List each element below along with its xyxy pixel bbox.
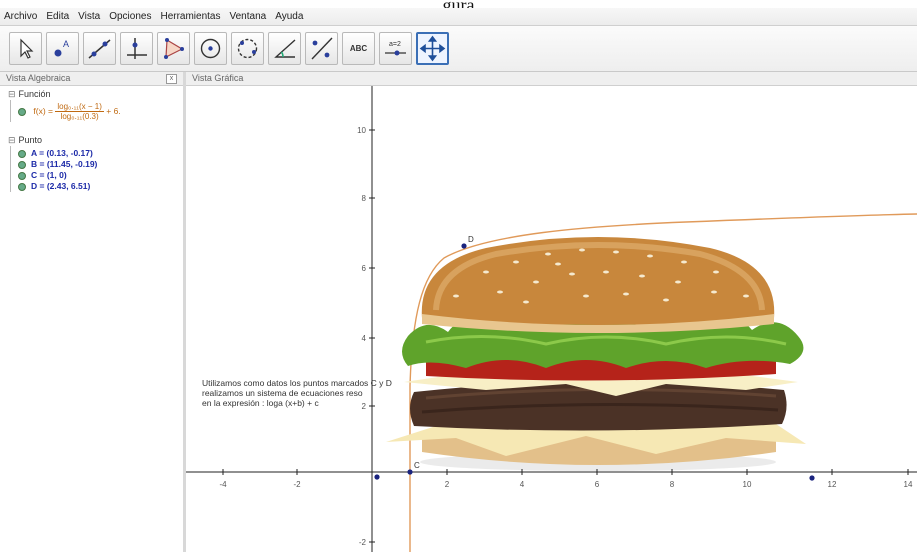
graphics-view-title: Vista Gráfica [192,73,244,83]
y-tick-label: 2 [361,402,366,411]
line-icon [84,33,115,64]
function-numerator: log₀.₁₁(x − 1) [57,102,102,111]
menu-herramientas[interactable]: Herramientas [160,11,221,22]
slider-label: a=2 [389,41,401,48]
function-name: f(x) = [33,105,53,116]
geogebra-window [0,8,917,552]
visibility-toggle-icon[interactable] [18,183,26,191]
point-d-row[interactable] [18,181,90,191]
x-tick-label: 8 [669,480,675,489]
close-algebra-view-button[interactable]: x [166,74,177,84]
visibility-toggle-icon[interactable] [18,108,26,116]
move-graphics-tool-button[interactable] [416,32,449,65]
algebra-view-header [0,72,183,86]
menu-ayuda[interactable]: Ayuda [275,11,304,22]
x-tick-label: -2 [293,480,301,489]
svg-text:A: A [63,39,70,49]
conic-tool-button[interactable] [231,32,264,65]
point-a-row[interactable] [18,148,93,158]
x-tick-label: 14 [903,480,913,489]
graphics-canvas[interactable] [186,86,917,552]
slider-icon [380,33,411,64]
y-tick-label: 6 [361,264,366,273]
y-tick-label: 4 [361,334,366,343]
point-b-row[interactable] [18,159,97,169]
function-suffix: + 6. [106,105,121,116]
point-d-label: D [468,235,474,244]
note-line: realizamos un sistema de ecuaciones reso [202,388,363,398]
menu-edita[interactable]: Edita [46,11,70,22]
point-group-label: Punto [18,135,43,145]
pointer-tool-button[interactable] [9,32,42,65]
point-b-value: B = (11.45, -0.19) [31,159,98,169]
point-icon [47,33,78,64]
polygon-tool-button[interactable] [157,32,190,65]
note-line: Utilizamos como datos los puntos marcados C y D [202,378,392,388]
x-tick-label: 10 [742,480,752,489]
menu-opciones[interactable]: Opciones [109,11,152,22]
menu-ventana[interactable]: Ventana [229,11,267,22]
text-icon: ABC [349,44,368,53]
x-tick-label: -4 [219,480,227,489]
visibility-toggle-icon[interactable] [18,150,26,158]
x-tick-label: 12 [827,480,837,489]
angle-tool-button[interactable] [268,32,301,65]
tree-connector [10,100,11,122]
algebra-view [0,86,183,552]
move-graphics-icon [418,34,447,63]
pointer-icon [10,33,41,64]
text-tool-button[interactable] [342,32,375,65]
point-d-value: D = (2.43, 6.51) [31,181,91,191]
point-a-value: A = (0.13, -0.17) [31,148,93,158]
circle-icon [195,33,226,64]
circle-tool-button[interactable] [194,32,227,65]
polygon-icon [158,33,189,64]
x-tick-label: 2 [444,480,450,489]
reflect-icon [306,33,337,64]
point-c-label: C [414,461,420,470]
function-group-label: Función [18,89,51,99]
point-c-row[interactable] [18,170,67,180]
note-line: en la expresión : loga (x+b) + c [202,398,319,408]
collapse-icon[interactable]: ⊟ [8,135,16,145]
menu-archivo[interactable]: Archivo [4,11,38,22]
page-caption [0,0,917,8]
function-f-row[interactable] [18,102,121,121]
reflect-tool-button[interactable] [305,32,338,65]
x-tick-label: 6 [594,480,600,489]
y-tick-label: 8 [361,194,366,203]
burger-image [386,237,806,471]
point-d[interactable] [461,243,466,248]
line-tool-button[interactable] [83,32,116,65]
point-group[interactable] [8,135,42,146]
point-c[interactable] [407,469,412,474]
point-a[interactable] [374,474,379,479]
toolbar [0,26,917,72]
angle-icon [269,33,300,64]
algebra-view-title: Vista Algebraica [6,73,71,83]
function-fraction [55,102,104,121]
graphics-view-header [186,72,917,86]
graphics-view[interactable] [186,86,917,552]
perpendicular-tool-button[interactable] [120,32,153,65]
conic-icon [232,33,263,64]
perpendicular-icon [121,33,152,64]
menu-bar [0,8,917,26]
x-tick-label: 4 [519,480,525,489]
function-denominator: log₀.₁₁(0.3) [60,112,99,121]
visibility-toggle-icon[interactable] [18,161,26,169]
point-tool-button[interactable] [46,32,79,65]
menu-vista[interactable]: Vista [78,11,101,22]
function-group[interactable] [8,89,51,100]
point-b[interactable] [809,475,814,480]
point-c-value: C = (1, 0) [31,170,67,180]
slider-tool-button[interactable] [379,32,412,65]
explanation-text[interactable] [202,378,442,408]
tree-connector [10,146,11,192]
y-tick-label: -2 [358,538,366,547]
collapse-icon[interactable]: ⊟ [8,89,16,99]
visibility-toggle-icon[interactable] [18,172,26,180]
y-tick-label: 10 [357,126,366,135]
